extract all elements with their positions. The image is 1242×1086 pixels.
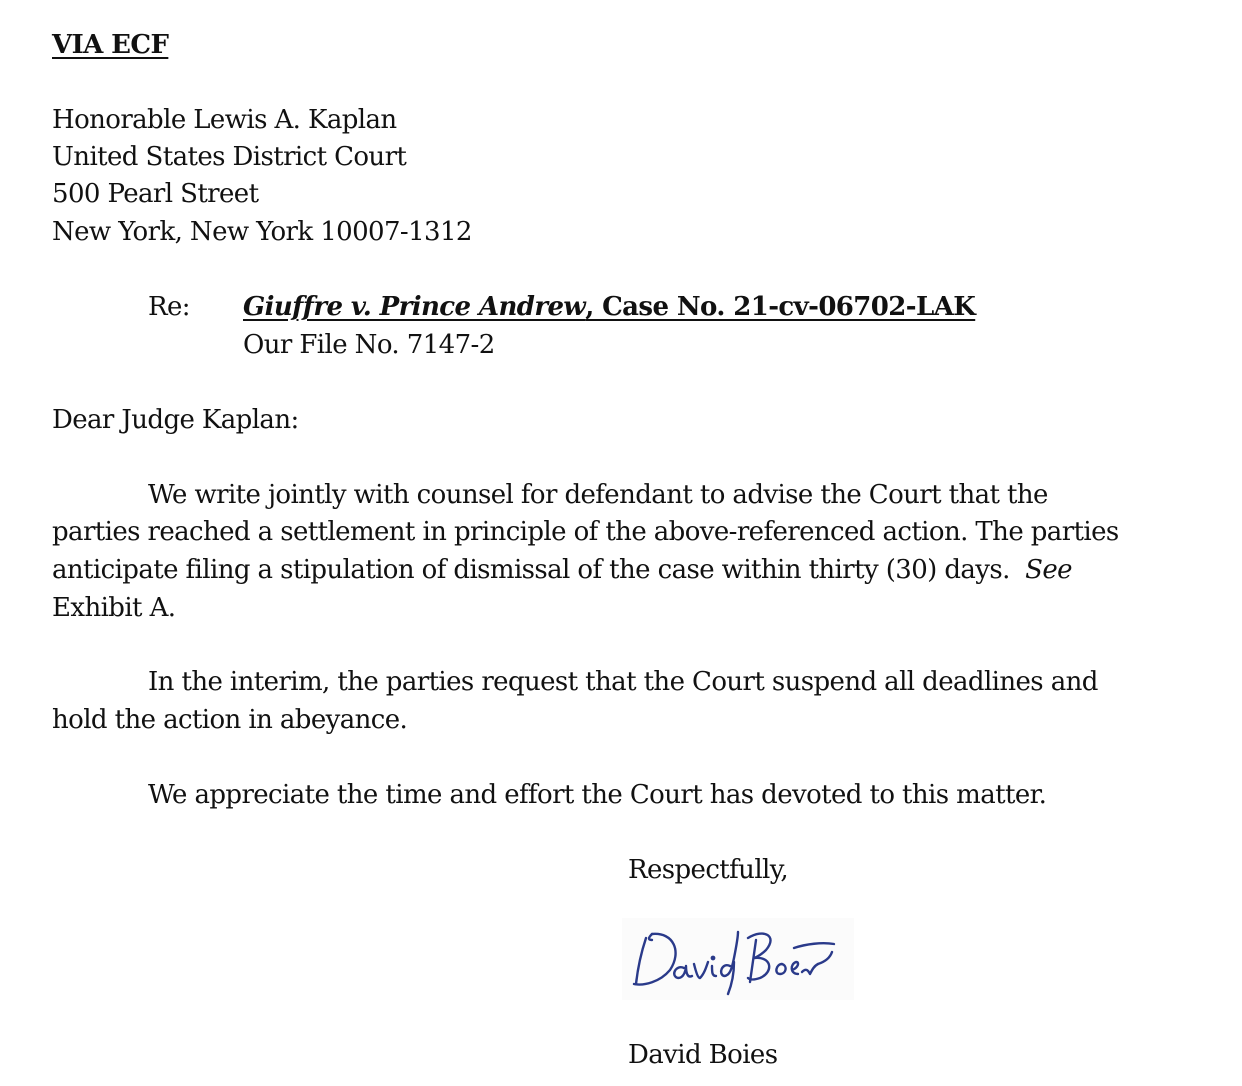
- addressee-name: Honorable Lewis A. Kaplan: [52, 105, 397, 135]
- paragraph-1-line-4: Exhibit A.: [52, 593, 176, 623]
- paragraph-1-line-3-text: anticipate filing a stipulation of dismissal of the case within thirty (30) days.: [52, 555, 1026, 585]
- signature-image: [622, 918, 854, 1000]
- addressee-city: New York, New York 10007-1312: [52, 217, 472, 247]
- delivery-method: VIA ECF: [52, 30, 169, 60]
- addressee-street: 500 Pearl Street: [52, 179, 259, 209]
- case-name: Giuffre v. Prince Andrew: [243, 292, 586, 322]
- handwritten-signature: [622, 918, 854, 1000]
- paragraph-1-line-2: parties reached a settlement in principle of the above-referenced action. The parties: [52, 517, 1119, 547]
- paragraph-1-line-1: We write jointly with counsel for defendant to advise the Court that the: [148, 480, 1048, 510]
- signer-name: David Boies: [628, 1040, 778, 1070]
- closing: Respectfully,: [628, 855, 789, 885]
- re-label: Re:: [148, 292, 190, 322]
- file-number: Our File No. 7147-2: [243, 330, 495, 360]
- case-reference: [243, 288, 975, 326]
- paragraph-2-line-1: In the interim, the parties request that the Court suspend all deadlines and: [148, 667, 1098, 697]
- case-number: , Case No. 21-cv-06702-LAK: [585, 292, 976, 322]
- paragraph-3-line-1: We appreciate the time and effort the Court has devoted to this matter.: [148, 780, 1047, 810]
- paragraph-1-line-3: [52, 551, 1072, 589]
- addressee-court: United States District Court: [52, 142, 407, 172]
- see-signal: See: [1025, 555, 1072, 585]
- salutation: Dear Judge Kaplan:: [52, 405, 299, 435]
- paragraph-2-line-2: hold the action in abeyance.: [52, 705, 408, 735]
